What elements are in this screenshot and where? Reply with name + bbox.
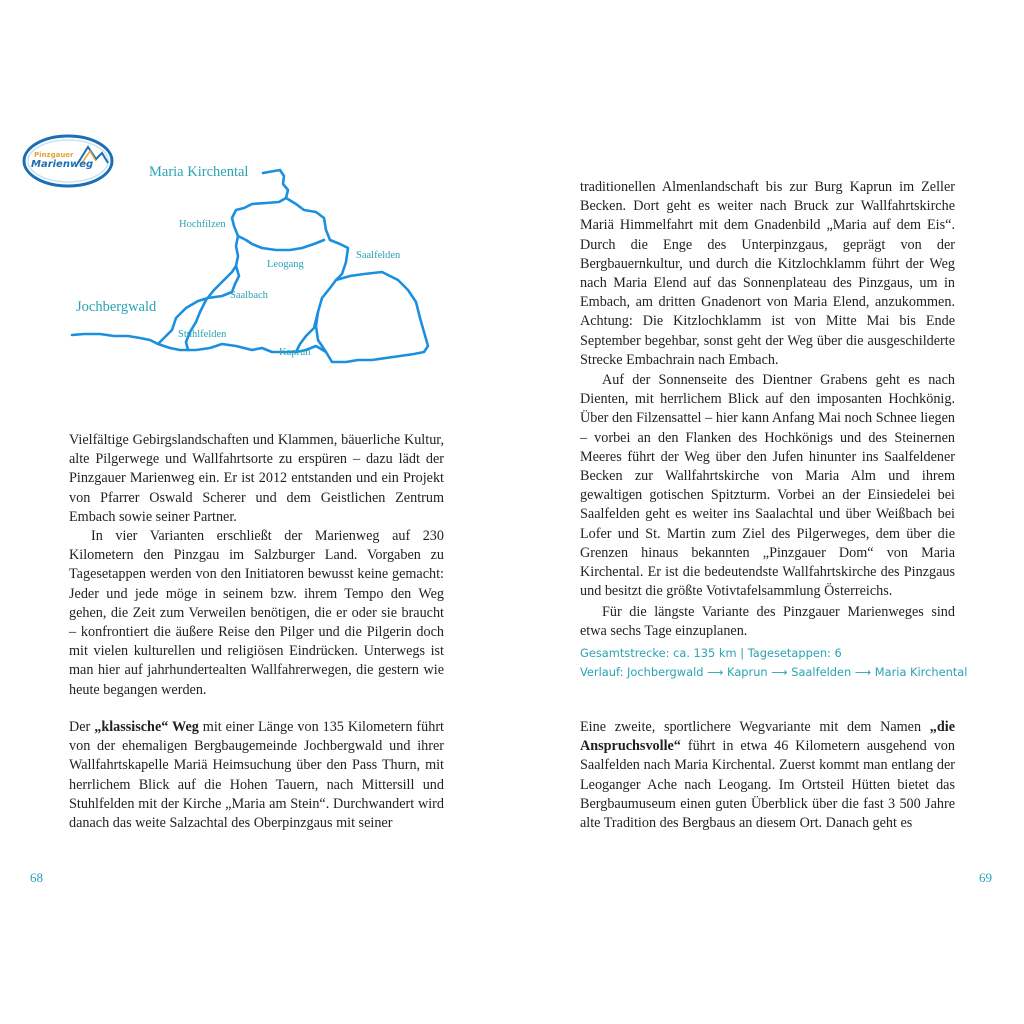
- map-label-jochbergwald: Jochbergwald: [76, 299, 157, 315]
- left-p3-post: mit einer Länge von 135 Kilometern führt von der ehemaligen Bergbaugemeinde Jochbergwald und ihrer Wallfahrtskapelle Mariä Heimsuchung über den Pass Thurn, mit herrlichem Blick auf die Hohen Tauern, nach Mittersill und Stuhlfelden mit der Kirche „Maria am Stein“. Durchwandert wird danach das weite Salzachtal des Oberpinzgaus mit seiner: [69, 719, 444, 832]
- left-paragraph-3: [69, 718, 444, 833]
- right-paragraph-2: Auf der Sonnenseite des Dientner Grabens geht es nach Dienten, mit herrlichem Blick auf den imposanten Hochkönig. Über den Filzensattel – hier kann Anfang Mai noch Schnee liegen – vorbei an den Flanken des Hochkönigs und des Steinernen Meeres führt der Weg über den Jufen hinunter ins Saalfeldener Becken zur Wallfahrtskirche von Maria Alm und ihrem gewaltigen gotischen Spitzturm. Vorbei an der Einsiedelei bei Saalfelden geht es weiter ins Saalachtal und über Weißbach bei Lofer und St. Martin zum Ziel des Pilgerweges, dem über die Grenzen hinaus bekannten „Pinzgauer Dom“ von Maria Kirchental. Er ist die bedeutendste Wallfahrtskirche des Pinzgaus und besitzt die größte Votivtafelsammlung Österreichs.: [580, 372, 955, 600]
- right-p4-pre: Eine zweite, sportlichere Wegvariante mit dem Namen: [580, 719, 930, 735]
- right-p4-post: führt in etwa 46 Kilometern ausgehend von Saalfelden nach Maria Kirchental. Zuerst kommt man entlang der Leoganger Ache nach Leogang. Im Ortsteil Hütten bietet das Bergbaumuseum einen guten Überblick über die fast 3 500 Jahre alte Tradition des Bergbaus an diesem Ort. Danach geht es: [580, 738, 955, 832]
- left-p3-bold: „klassische“ Weg: [94, 719, 199, 735]
- map-label-saalfelden: Saalfelden: [356, 250, 401, 261]
- map-label-saalbach: Saalbach: [230, 290, 268, 301]
- route-east-loop: [316, 272, 428, 362]
- left-paragraph-2: In vier Varianten erschließt der Marienweg auf 230 Kilometern den Pinzgau im Salzburger Land. Vorgaben zu Tagesetappen werden von den Initiatoren bewusst keine gemacht: Jeder und jede möge in seinem bzw. ihrem Tempo den Weg gehen, die Zeit zum Verweilen benötigen, die er oder sie braucht – konfrontiert die äußere Reise den Pilger und die Pilgerin doch mit vielen kulturellen und religiösen Eindrücken. Unterwegs ist man hier auf jahrhundertealten Wallfahrerwegen, die gestern wie heute begangen werden.: [69, 528, 444, 698]
- route-map: [0, 0, 512, 400]
- map-label-kaprun: Kaprun: [279, 347, 311, 358]
- left-p3-pre: Der: [69, 719, 95, 735]
- left-paragraph-1: Vielfältige Gebirgslandschaften und Klammen, bäuerliche Kultur, alte Pilgerwege und Wallfahrtsorte zu erspüren – dazu lädt der Pinzgauer Marienweg ein. Er ist 2012 entstanden und ein Projekt von Pfarrer Oswald Scherer und dem Geistlichen Zentrum Embach sowie seiner Partner.: [69, 432, 444, 525]
- page-number-right: 69: [979, 870, 992, 885]
- right-paragraph-3: Für die längste Variante des Pinzgauer Marienweges sind etwa sechs Tage einzuplanen.: [580, 604, 955, 640]
- map-label-hochfilzen: Hochfilzen: [179, 219, 226, 230]
- route-leogang: [238, 236, 324, 250]
- map-label-leogang: Leogang: [267, 259, 304, 270]
- route-west: [72, 170, 288, 344]
- info-total-distance: Gesamtstrecke: ca. 135 km | Tagesetappen: 6: [580, 646, 842, 660]
- map-label-stuhlfelden: Stuhlfelden: [178, 329, 227, 340]
- page-number-left: 68: [30, 870, 43, 885]
- right-p4-bold: „die Anspruchsvolle“: [580, 719, 955, 755]
- map-label-maria-kirchental: Maria Kirchental: [149, 164, 249, 180]
- info-route-course: Verlauf: Jochbergwald ⟶ Kaprun ⟶ Saalfelden ⟶ Maria Kirchental: [580, 665, 968, 679]
- logo-line2: Marienweg: [31, 159, 94, 170]
- logo-line1: Pinzgauer: [34, 151, 74, 159]
- right-paragraph-4: [580, 718, 955, 833]
- right-paragraph-1: traditionellen Almenlandschaft bis zur Burg Kaprun im Zeller Becken. Dort geht es weiter nach Bruck zur Wallfahrtskirche Mariä Himmelfahrt mit dem Gnadenbild „Maria auf dem Eis“. Durch die Enge des Unterpinzgaus, geprägt von der Bergbauernkultur, und durch die Kitzlochklamm führt der Weg nach Maria Elend auf das Sonnenplateau des Pinzgaus, um in Embach, am dritten Gnadenort von Maria Elend, anzukommen. Achtung: Die Kitzlochklamm ist von Mitte Mai bis Ende September begehbar, sonst geht der Weg über die ausgeschilderte Strecke Embachrain nach Embach.: [580, 179, 955, 368]
